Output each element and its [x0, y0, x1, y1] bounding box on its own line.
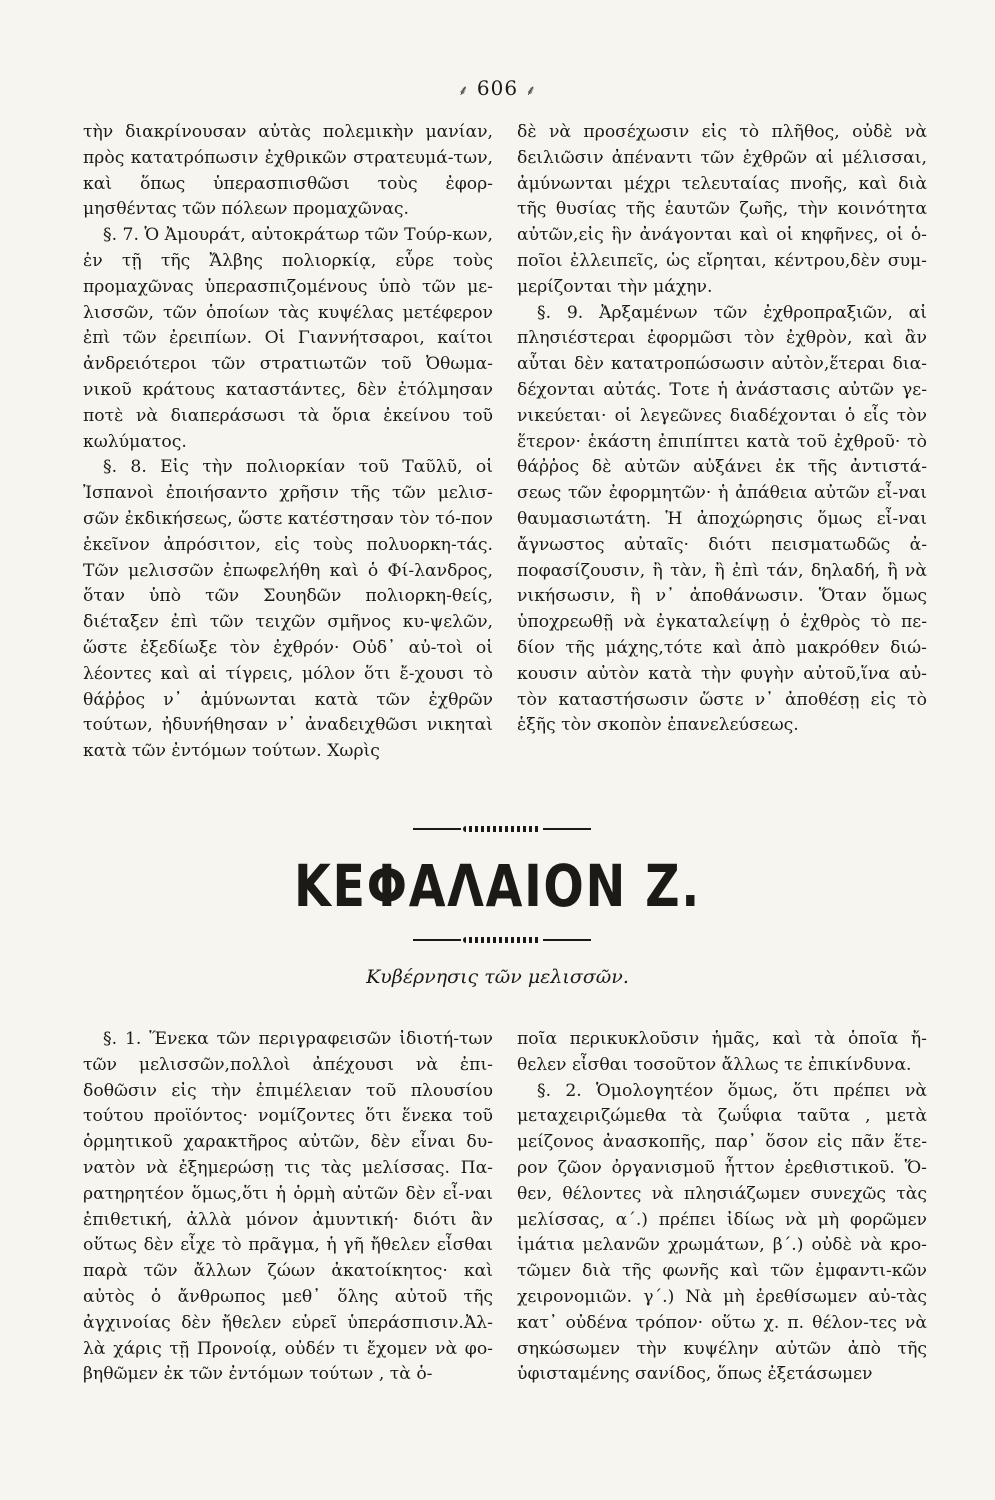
paragraph-section-8: §. 8. Εἰς τὴν πολιορκίαν τοῦ Ταῦλῦ, οἱ Ἰσπανοὶ ἐποιήσαντο χρῆσιν τῆς τῶν μελισ-σῶν ἐκδικήσεως, ὥστε κατέστησαν τὸν τό-πον ἐκεῖνον ἀπρόσιτον, εἰς τοὺς πολυορκη-τάς. Τῶν μελισσῶν ἐπωφελήθη καὶ ὁ Φί-λανδρος, ὅταν ὑπὸ τῶν Σουηδῶν πολιορκη-θείς, διέταξεν ἐπὶ τῶν τειχῶν σμῆνος κυ-ψελῶν, ὥστε ἐξεδίωξε τὸν ἐχθρόν· Οὐδ᾽ αὐ-τοὶ οἱ λέοντες καὶ αἱ τίγρεις, μόλον ὅτι ἔ-χουσι τὸ θάῤῥος ν᾽ ἀμύνωνται κατὰ τῶν ἐχθρῶν τούτων, ἠδυνήθησαν ν᾽ ἀναδειχθῶσι νικηταὶ κατὰ τῶν ἐντόμων τούτων. Χωρὶς — [83, 457, 493, 762]
top-left-column — [83, 120, 493, 765]
ornamental-rule-bottom — [413, 936, 591, 944]
ornament-right-icon: ⸙ — [525, 83, 537, 99]
paragraph-section-7: §. 7. Ὁ Ἀμουράτ, αὐτοκράτωρ τῶν Τούρ-κων, ἐν τῇ τῆς Ἄλβης πολιορκίᾳ, εὗρε τοὺς προμαχῶνας ὑπερασπιζομένους ὑπὸ τῶν με-λισσῶν, τῶν ὁποίων τὰς κυψέλας μετέφερον ἐπὶ τῶν ἐρειπίων. Οἱ Γιαννήτσαροι, καίτοι ἀνδρειότεροι τῶν στρατιωτῶν τοῦ Ὀθωμα-νικοῦ κράτους καταστάντες, δὲν ἐτόλμησαν ποτὲ νὰ διαπεράσωσι τὰ ὅρια ἐκείνου τοῦ κωλύματος. — [83, 225, 493, 452]
bottom-right-column — [517, 1027, 927, 1388]
paragraph-section-2: §. 2. Ὁμολογητέον ὅμως, ὅτι πρέπει νὰ μεταχειριζώμεθα τὰ ζωΰφια ταῦτα , μετὰ μείζονος ἀνασκοπῆς, παρ᾽ ὅσον εἰς πᾶν ἕτε-ρον ζῶον ὀργανισμοῦ ἧττον ἐρεθιστικοῦ. Ὅ-θεν, θέλοντες νὰ πλησιάζωμεν συνεχῶς τὰς μελίσσας, α΄.) πρέπει ἰδίως νὰ μὴ φορῶμεν ἱμάτια μελανῶν χρωμάτων, β΄.) οὐδὲ νὰ κρο-τῶμεν διὰ τῆς φωνῆς καὶ τῶν ἐμφαντι-κῶν χειρονομιῶν. γ΄.) Νὰ μὴ ἐρεθίσωμεν αὐ-τὰς κατ᾽ οὐδένα τρόπον· οὕτω χ. π. θέλον-τες νὰ σηκώσωμεν τὴν κυψέλην αὐτῶν ἀπὸ τῆς ὑφισταμένης σανίδος, ὅπως ἐξετάσωμεν — [517, 1080, 927, 1385]
paragraph: ποῖα περικυκλοῦσιν ἡμᾶς, καὶ τὰ ὁποῖα ἤ-θελεν εἶσθαι τοσοῦτον ἄλλως τε ἐπικίνδυνα. — [517, 1029, 927, 1075]
chapter-title: ΚΕΦΑΛΑΙΟΝ Ζ. — [294, 852, 701, 920]
top-right-column — [517, 120, 927, 739]
paragraph-section-9: §. 9. Ἀρξαμένων τῶν ἐχθροπραξιῶν, αἱ πλησιέστεραι ἐφορμῶσι τὸν ἐχθρὸν, καὶ ἂν αὗται δὲν κατατροπώσωσιν αὐτὸν,ἕτεραι δια-δέχονται αὐτάς. Τοτε ἡ ἀνάστασις αὐτῶν γε-νικεύεται· οἱ λεγεῶνες διαδέχονται ὁ εἷς τὸν ἕτερον· ἑκάστη ἐπιπίπτει κατὰ τοῦ ἐχθροῦ· τὸ θάῤῥος δὲ αὐτῶν αὐξάνει ἐκ τῆς ἀντιστά-σεως τῶν ἐφορμητῶν· ἡ ἀπάθεια αὐτῶν εἶ-ναι θαυμασιωτάτη. Ἡ ἀποχώρησις ὅμως εἶ-ναι ἄγνωστος αὐταῖς· διότι πεισματωδῶς ἀ-ποφασίζουσιν, ἢ τὰν, ἢ ἐπὶ τάν, δηλαδή, ἢ νὰ νικήσωσιν, ἢ ν᾽ ἀποθάνωσιν. Ὅταν ὅμως ὑποχρεωθῇ νὰ ἐγκαταλείψῃ ὁ ἐχθρὸς τὸ πε-δίον τῆς μάχης,τότε καὶ ἀπὸ μακρόθεν διώ-κουσιν αὐτὸν κατὰ τὴν φυγὴν αὐτοῦ,ἵνα αὐ-τὸν καταστήσωσιν ὥστε ν᾽ ἀποθέσῃ εἰς τὸ ἑξῆς τὸν σκοπὸν ἐπανελεύσεως. — [517, 302, 927, 736]
ornamental-rule-top — [413, 825, 591, 833]
paragraph: δὲ νὰ προσέχωσιν εἰς τὸ πλῆθος, οὐδὲ νὰ δειλιῶσιν ἀπέναντι τῶν ἐχθρῶν αἱ μέλισσαι, ἀμύνωνται μέχρι τελευταίας πνοῆς, καὶ διὰ τῆς θυσίας τῆς ἑαυτῶν ζωῆς, τὴν κοινότητα αὐτῶν,εἰς ἣν ἀνάγονται καὶ οἱ κηφῆνες, οἱ ὁ-ποῖοι ἐλλειπεῖς, ὡς εἴρηται, κέντρου,δὲν συμ-μερίζονται τὴν μάχην. — [517, 122, 927, 297]
chapter-subtitle: Κυβέρνησις τῶν μελισσῶν. — [366, 966, 629, 988]
ornament-left-icon: ⸙ — [458, 83, 470, 99]
bottom-left-column — [83, 1027, 493, 1388]
paragraph: τὴν διακρίνουσαν αὐτὰς πολεμικὴν μανίαν, πρὸς κατατρόπωσιν ἐχθρικῶν στρατευμά-των, καὶ ὅπως ὑπερασπισθῶσι τοὺς ἐφορ-μησθέντας τῶν πόλεων προμαχῶνας. — [83, 122, 493, 220]
page-number-text: 606 — [476, 76, 519, 100]
page-number — [0, 76, 995, 100]
paragraph-section-1: §. 1. Ἕνεκα τῶν περιγραφεισῶν ἰδιοτή-των τῶν μελισσῶν,πολλοὶ ἀπέχουσι νὰ ἐπι-δοθῶσιν εἰς τὴν ἐπιμέλειαν τοῦ πλουσίου τούτου προϊόντος· νομίζοντες ὅτι ἕνεκα τοῦ ὁρμητικοῦ χαρακτῆρος αὐτῶν, δὲν εἶναι δυ-νατὸν νὰ ἐξημερώσῃ τις τὰς μελίσσας. Πα-ρατηρητέον ὅμως,ὅτι ἡ ὁρμὴ αὐτῶν δὲν εἶ-ναι ἐπιθετική, ἀλλὰ μόνον ἀμυντική· διότι ἂν οὕτως δὲν εἶχε τὸ πρᾶγμα, ἡ γῆ ἤθελεν εἶσθαι παρὰ τῶν ἄλλων ζώων ἀκατοίκητος· καὶ αὐτὸς ὁ ἄνθρωπος μεθ᾽ ὅλης αὐτοῦ τῆς ἀγχινοίας δὲν ἤθελεν εὑρεῖ ὑπεράσπισιν.Ἀλ-λὰ χάρις τῇ Προνοίᾳ, οὐδέν τι ἔχομεν νὰ φο-βηθῶμεν ἐκ τῶν ἐντόμων τούτων , τὰ ὁ- — [83, 1029, 493, 1385]
